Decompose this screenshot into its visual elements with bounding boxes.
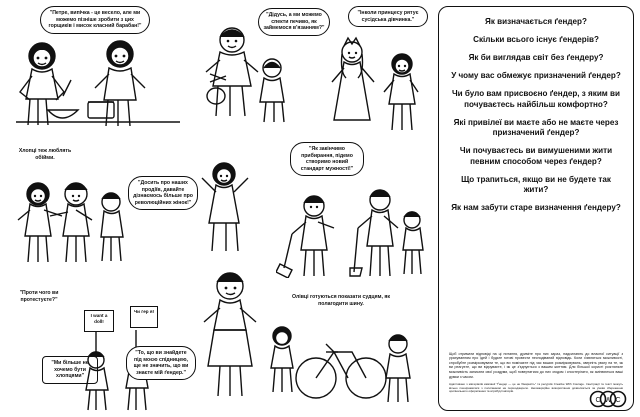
question-item: Як би виглядав світ без ґендеру? — [468, 53, 604, 63]
svg-text:C: C — [595, 397, 601, 404]
question-item: Чи було вам присвоєно ґендер, з яким ви почуваєтесь найбільш комфортно? — [451, 89, 620, 109]
panel-revolution-art — [186, 148, 266, 258]
questions-panel — [438, 6, 634, 411]
questions-list — [449, 17, 623, 214]
bubble-protest: "Ми більше не хочемо бути хлопцями" — [42, 356, 98, 384]
svg-text:C: C — [615, 397, 621, 404]
question-item: Які привілеї ви маєте або не маєте через призначений ґендер? — [453, 117, 619, 138]
svg-text:W: W — [604, 397, 612, 404]
question-item: Що трапиться, якщо ви не будете так жити? — [461, 174, 611, 195]
bubble-grandpa: "Дідусь, а ми можемо спекти печиво, як займемося в'язанням?" — [258, 8, 330, 36]
question-item: Як нам забути старе визначення ґендеру? — [451, 203, 621, 213]
question-item: Скільки всього існує ґендерів? — [473, 35, 599, 45]
panel-skirt-art — [186, 262, 296, 402]
question-item: Чи почуваєтесь ви вимушеними жити певним способом через ґендер? — [459, 146, 613, 166]
bubble-skirt: "То, що ви знайдете під моєю спідницею, ще не значить, що ви знаєте мій ґендер." — [126, 346, 196, 380]
bubble-cleaning: "Як закінчимо прибирання, підемо створимо новий стандарт мужності!" — [290, 142, 364, 176]
cwc-logo — [589, 390, 629, 408]
question-item: У чому вас обмежує призначений ґендер? — [451, 71, 621, 81]
footnote-main: Щоб отримати відповіді на ці питання, дуиміте про них зараз, надсилають до власної ситуації з урахуванням про їдей і будьте готові провести несподіваний відповідь. Коли з'являться можливості, спробуйте розмірковувати те, що ви помічаєте під час ваших розмірковувань, зверніть увагу на те, як ви реагуєте, що ви відчуваєте, і як це з'єднується з вашим життям. Для більшої користі розгляньте можливість записати свої роздуми, щоб повертатися до них згодом і спостерігати, як змінюються ваші думки з часом. — [449, 351, 623, 379]
footnote-text — [449, 352, 623, 394]
panel-cleaning-art — [276, 186, 436, 278]
bubble-princess: "Інколи принцесу рятує сусідська дівчинка." — [348, 6, 428, 27]
caption-protest: "Проти чого ви протестуєте?" — [19, 290, 59, 303]
caption-hug: Хлопці теж люблять обійми. — [18, 148, 72, 161]
bubble-cooking: "Петре, випічка - це весело, але ми можемо пізніше зробити з цих горщиків і мисок класний барабан!" — [40, 6, 150, 34]
bubble-revolution: "Досить про наших продіїв, давайте дізнаємось більше про революційних жінок!" — [128, 176, 198, 210]
caption-bicycle: Олівці готуються показати судцям, як полагодити шину. — [292, 294, 390, 307]
question-item: Як визначається ґендер? — [485, 17, 587, 26]
protest-sign-second: Чи гер я! — [130, 306, 158, 328]
protest-sign-doll: I want a doll! — [84, 310, 114, 332]
panel-hug-art — [8, 168, 128, 268]
panel-princess-art — [318, 18, 428, 138]
footnote-credit: Адаптовано з матеріалів кампанії "Ґендер — це не бінарність" та ресурсів Creative With Courage. Ілюстрації та текст можуть вільно поширюватися з посиланням на першоджерело. Некомерційне використання дозволяється за умови збереження оригінального оформлення та атрибуції авторів. — [449, 382, 623, 394]
panel-bicycle-art — [286, 314, 416, 406]
